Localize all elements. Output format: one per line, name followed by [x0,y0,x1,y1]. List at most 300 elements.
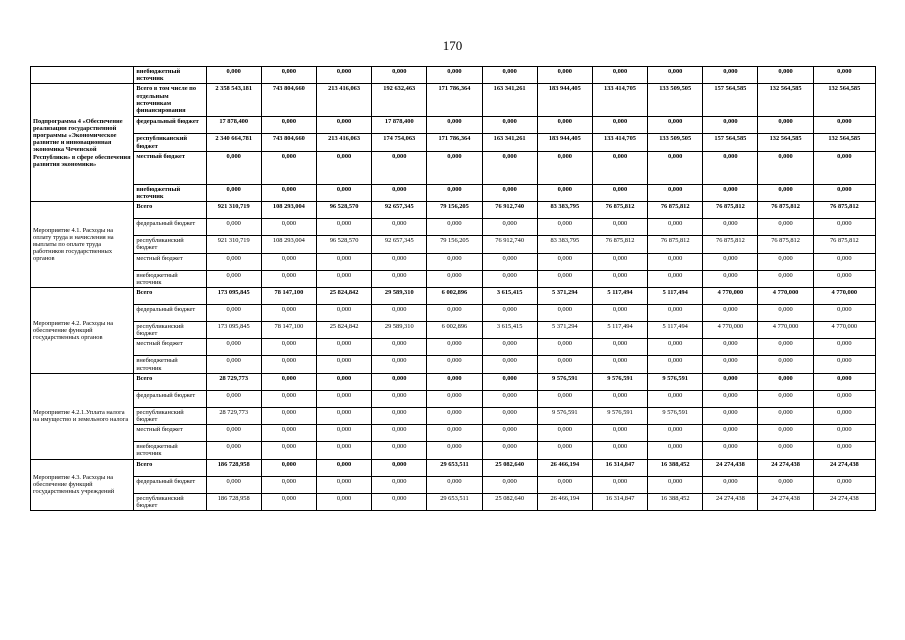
value-cell: 0,000 [427,67,482,84]
table-row [31,493,876,510]
table-row [31,253,876,270]
value-cell: 0,000 [316,442,371,459]
value-cell: 0,000 [537,339,592,356]
value-cell: 0,000 [427,253,482,270]
value-cell: 0,000 [537,151,592,184]
program-label-cell: Мероприятие 4.1. Расходы на оплату труда и начисления на выплаты по оплате труда работников государственных органов [31,202,134,288]
value-cell: 0,000 [427,407,482,424]
value-cell: 9 576,591 [592,373,647,390]
value-cell: 0,000 [648,305,703,322]
value-cell: 24 274,438 [758,493,813,510]
funding-source-cell: местный бюджет [134,339,206,356]
value-cell: 921 310,719 [206,236,261,253]
value-cell: 0,000 [703,476,758,493]
table-row [31,151,876,184]
value-cell: 5 371,294 [537,288,592,305]
value-cell: 0,000 [482,425,537,442]
value-cell: 0,000 [206,253,261,270]
value-cell: 0,000 [703,390,758,407]
value-cell: 0,000 [592,184,647,201]
value-cell: 163 341,261 [482,134,537,151]
value-cell: 0,000 [427,476,482,493]
value-cell: 4 770,000 [758,288,813,305]
value-cell: 76 912,740 [482,236,537,253]
value-cell: 0,000 [537,253,592,270]
value-cell: 0,000 [261,305,316,322]
value-cell: 0,000 [372,270,427,287]
value-cell: 0,000 [758,253,813,270]
value-cell: 0,000 [592,117,647,134]
table-row [31,356,876,373]
value-cell: 0,000 [592,151,647,184]
value-cell: 0,000 [648,356,703,373]
value-cell: 0,000 [372,373,427,390]
table-row [31,476,876,493]
value-cell: 0,000 [261,493,316,510]
value-cell: 0,000 [758,442,813,459]
value-cell: 0,000 [372,390,427,407]
value-cell: 0,000 [758,356,813,373]
value-cell: 171 786,364 [427,134,482,151]
funding-source-cell: Всего [134,202,206,219]
value-cell: 24 274,438 [813,459,875,476]
table-row [31,270,876,287]
value-cell: 29 589,310 [372,322,427,339]
program-label-cell: Мероприятие 4.2. Расходы на обеспечение функций государственных органов [31,288,134,374]
value-cell: 186 728,958 [206,493,261,510]
value-cell: 76 875,812 [703,202,758,219]
value-cell: 0,000 [758,339,813,356]
value-cell: 0,000 [758,219,813,236]
value-cell: 5 117,494 [592,322,647,339]
value-cell: 9 576,591 [592,407,647,424]
value-cell: 0,000 [758,425,813,442]
value-cell: 0,000 [758,67,813,84]
value-cell: 0,000 [592,390,647,407]
value-cell: 0,000 [206,270,261,287]
value-cell: 0,000 [592,442,647,459]
value-cell: 0,000 [316,356,371,373]
value-cell: 0,000 [261,442,316,459]
value-cell: 213 416,063 [316,134,371,151]
value-cell: 0,000 [482,442,537,459]
value-cell: 921 310,719 [206,202,261,219]
value-cell: 76 912,740 [482,202,537,219]
value-cell: 0,000 [703,339,758,356]
value-cell: 0,000 [316,390,371,407]
value-cell: 25 082,640 [482,459,537,476]
value-cell: 0,000 [206,476,261,493]
value-cell: 92 657,345 [372,202,427,219]
value-cell: 0,000 [316,425,371,442]
value-cell: 0,000 [813,425,875,442]
funding-source-cell: республиканский бюджет [134,322,206,339]
budget-table-body [31,67,876,511]
value-cell: 0,000 [427,219,482,236]
value-cell: 0,000 [703,151,758,184]
value-cell: 0,000 [703,270,758,287]
value-cell: 79 156,205 [427,236,482,253]
value-cell: 76 875,812 [592,202,647,219]
table-row [31,67,876,84]
value-cell: 0,000 [592,339,647,356]
value-cell: 0,000 [537,356,592,373]
funding-source-cell: федеральный бюджет [134,476,206,493]
funding-source-cell: федеральный бюджет [134,117,206,134]
value-cell: 0,000 [427,151,482,184]
funding-source-cell: внебюджетный источник [134,442,206,459]
value-cell: 0,000 [372,493,427,510]
value-cell: 4 770,000 [758,322,813,339]
value-cell: 0,000 [813,305,875,322]
value-cell: 76 875,812 [813,202,875,219]
value-cell: 0,000 [482,67,537,84]
table-row [31,202,876,219]
value-cell: 0,000 [261,67,316,84]
value-cell: 0,000 [427,184,482,201]
value-cell: 157 564,585 [703,84,758,117]
value-cell: 4 770,000 [703,288,758,305]
value-cell: 0,000 [813,67,875,84]
value-cell: 0,000 [316,339,371,356]
value-cell: 0,000 [592,67,647,84]
value-cell: 28 729,773 [206,373,261,390]
value-cell: 743 804,660 [261,84,316,117]
value-cell: 16 314,847 [592,459,647,476]
value-cell: 76 875,812 [813,236,875,253]
value-cell: 0,000 [813,117,875,134]
value-cell: 0,000 [813,253,875,270]
value-cell: 0,000 [813,151,875,184]
value-cell: 0,000 [813,407,875,424]
value-cell: 0,000 [648,339,703,356]
value-cell: 0,000 [758,373,813,390]
value-cell: 5 117,494 [592,288,647,305]
value-cell: 0,000 [703,253,758,270]
value-cell: 79 156,205 [427,202,482,219]
value-cell: 76 875,812 [758,202,813,219]
table-row [31,407,876,424]
value-cell: 26 466,194 [537,459,592,476]
program-label-cell: Мероприятие 4.2.1.Уплата налога на имущество и земельного налога [31,373,134,459]
table-row [31,425,876,442]
value-cell: 0,000 [261,459,316,476]
value-cell: 0,000 [316,476,371,493]
value-cell: 0,000 [427,442,482,459]
value-cell: 0,000 [537,305,592,322]
value-cell: 92 657,345 [372,236,427,253]
value-cell: 4 770,000 [813,288,875,305]
value-cell: 4 770,000 [703,322,758,339]
value-cell: 0,000 [316,407,371,424]
value-cell: 2 358 543,181 [206,84,261,117]
value-cell: 0,000 [206,356,261,373]
funding-source-cell: местный бюджет [134,253,206,270]
value-cell: 0,000 [703,442,758,459]
table-row [31,134,876,151]
value-cell: 0,000 [482,373,537,390]
value-cell: 16 388,452 [648,493,703,510]
value-cell: 76 875,812 [758,236,813,253]
value-cell: 0,000 [482,356,537,373]
value-cell: 0,000 [482,407,537,424]
value-cell: 0,000 [372,253,427,270]
value-cell: 0,000 [703,117,758,134]
value-cell: 0,000 [261,270,316,287]
value-cell: 6 002,896 [427,288,482,305]
program-label-cell [31,67,134,84]
value-cell: 743 804,660 [261,134,316,151]
value-cell: 0,000 [261,373,316,390]
value-cell: 0,000 [316,305,371,322]
value-cell: 0,000 [482,219,537,236]
value-cell: 24 274,438 [703,459,758,476]
value-cell: 0,000 [648,390,703,407]
value-cell: 108 293,004 [261,202,316,219]
value-cell: 25 824,842 [316,322,371,339]
value-cell: 0,000 [813,184,875,201]
value-cell: 213 416,063 [316,84,371,117]
funding-source-cell: Всего [134,288,206,305]
value-cell: 0,000 [206,425,261,442]
value-cell: 0,000 [537,219,592,236]
value-cell: 17 878,400 [372,117,427,134]
value-cell: 0,000 [648,442,703,459]
value-cell: 0,000 [316,493,371,510]
value-cell: 24 274,438 [703,493,758,510]
value-cell: 0,000 [537,270,592,287]
table-row [31,390,876,407]
value-cell: 0,000 [648,184,703,201]
value-cell: 76 875,812 [648,202,703,219]
value-cell: 9 576,591 [537,373,592,390]
value-cell: 0,000 [482,117,537,134]
value-cell: 0,000 [261,219,316,236]
table-row [31,288,876,305]
value-cell: 133 414,705 [592,84,647,117]
value-cell: 17 878,400 [206,117,261,134]
value-cell: 76 875,812 [703,236,758,253]
value-cell: 0,000 [372,67,427,84]
value-cell: 173 095,845 [206,288,261,305]
value-cell: 16 388,452 [648,459,703,476]
value-cell: 0,000 [372,425,427,442]
value-cell: 132 564,585 [758,84,813,117]
value-cell: 0,000 [482,476,537,493]
value-cell: 133 509,505 [648,134,703,151]
value-cell: 0,000 [482,253,537,270]
value-cell: 192 632,463 [372,84,427,117]
value-cell: 0,000 [648,270,703,287]
value-cell: 0,000 [206,442,261,459]
value-cell: 0,000 [758,305,813,322]
value-cell: 76 875,812 [592,236,647,253]
value-cell: 0,000 [316,117,371,134]
value-cell: 96 528,570 [316,236,371,253]
funding-source-cell: республиканский бюджет [134,134,206,151]
value-cell: 0,000 [703,67,758,84]
value-cell: 171 786,364 [427,84,482,117]
value-cell: 0,000 [206,339,261,356]
value-cell: 174 754,063 [372,134,427,151]
value-cell: 0,000 [703,219,758,236]
value-cell: 0,000 [482,270,537,287]
value-cell: 133 414,705 [592,134,647,151]
funding-source-cell: местный бюджет [134,425,206,442]
value-cell: 0,000 [427,117,482,134]
table-row [31,219,876,236]
value-cell: 0,000 [316,67,371,84]
value-cell: 0,000 [372,442,427,459]
value-cell: 0,000 [372,184,427,201]
value-cell: 0,000 [813,390,875,407]
value-cell: 3 615,415 [482,288,537,305]
funding-source-cell: местный бюджет [134,151,206,184]
value-cell: 0,000 [592,305,647,322]
value-cell: 0,000 [206,305,261,322]
value-cell: 0,000 [372,407,427,424]
value-cell: 0,000 [427,339,482,356]
value-cell: 78 147,100 [261,288,316,305]
funding-source-cell: федеральный бюджет [134,305,206,322]
value-cell: 0,000 [316,373,371,390]
value-cell: 0,000 [758,270,813,287]
value-cell: 16 314,847 [592,493,647,510]
value-cell: 83 383,795 [537,202,592,219]
value-cell: 0,000 [427,373,482,390]
value-cell: 0,000 [427,390,482,407]
value-cell: 0,000 [372,339,427,356]
table-row [31,305,876,322]
value-cell: 0,000 [482,151,537,184]
value-cell: 0,000 [372,305,427,322]
value-cell: 0,000 [261,425,316,442]
funding-source-cell: внебюджетный источник [134,184,206,201]
value-cell: 183 944,405 [537,84,592,117]
page-number: 170 [442,38,463,53]
value-cell: 0,000 [703,184,758,201]
funding-source-cell: республиканский бюджет [134,493,206,510]
value-cell: 0,000 [537,390,592,407]
value-cell: 0,000 [758,117,813,134]
value-cell: 0,000 [592,476,647,493]
value-cell: 5 117,494 [648,322,703,339]
value-cell: 0,000 [372,356,427,373]
value-cell: 0,000 [758,390,813,407]
funding-source-cell: внебюджетный источник [134,67,206,84]
value-cell: 26 466,194 [537,493,592,510]
value-cell: 0,000 [813,373,875,390]
value-cell: 163 341,261 [482,84,537,117]
value-cell: 0,000 [592,356,647,373]
value-cell: 0,000 [592,270,647,287]
value-cell: 0,000 [427,425,482,442]
value-cell: 0,000 [537,184,592,201]
value-cell: 132 564,585 [758,134,813,151]
value-cell: 9 576,591 [648,407,703,424]
value-cell: 0,000 [592,425,647,442]
table-row [31,117,876,134]
value-cell: 183 944,405 [537,134,592,151]
value-cell: 0,000 [703,425,758,442]
value-cell: 29 653,511 [427,493,482,510]
funding-source-cell: внебюджетный источник [134,270,206,287]
value-cell: 0,000 [592,253,647,270]
value-cell: 3 615,415 [482,322,537,339]
value-cell: 0,000 [206,390,261,407]
value-cell: 0,000 [537,476,592,493]
value-cell: 24 274,438 [813,493,875,510]
value-cell: 5 117,494 [648,288,703,305]
funding-source-cell: Всего в том числе по отдельным источникам финансирования [134,84,206,117]
value-cell: 0,000 [372,151,427,184]
value-cell: 0,000 [372,459,427,476]
value-cell: 186 728,958 [206,459,261,476]
value-cell: 2 340 664,781 [206,134,261,151]
value-cell: 0,000 [427,270,482,287]
value-cell: 5 371,294 [537,322,592,339]
table-row [31,442,876,459]
value-cell: 0,000 [427,305,482,322]
funding-source-cell: федеральный бюджет [134,390,206,407]
value-cell: 0,000 [758,151,813,184]
value-cell: 0,000 [592,219,647,236]
value-cell: 0,000 [482,390,537,407]
value-cell: 29 589,310 [372,288,427,305]
value-cell: 0,000 [316,253,371,270]
value-cell: 0,000 [648,151,703,184]
value-cell: 0,000 [261,253,316,270]
value-cell: 108 293,004 [261,236,316,253]
value-cell: 0,000 [648,117,703,134]
value-cell: 28 729,773 [206,407,261,424]
value-cell: 0,000 [813,442,875,459]
value-cell: 0,000 [261,184,316,201]
value-cell: 0,000 [206,219,261,236]
value-cell: 0,000 [372,476,427,493]
value-cell: 0,000 [703,407,758,424]
table-row [31,236,876,253]
value-cell: 83 383,795 [537,236,592,253]
value-cell: 0,000 [648,253,703,270]
funding-source-cell: внебюджетный источник [134,356,206,373]
value-cell: 132 564,585 [813,84,875,117]
value-cell: 78 147,100 [261,322,316,339]
value-cell: 133 509,505 [648,84,703,117]
program-label-cell: Мероприятие 4.3. Расходы на обеспечение функций государственных учреждений [31,459,134,510]
value-cell: 0,000 [372,219,427,236]
value-cell: 0,000 [316,459,371,476]
value-cell: 0,000 [648,476,703,493]
value-cell: 0,000 [758,476,813,493]
value-cell: 25 824,842 [316,288,371,305]
value-cell: 6 002,896 [427,322,482,339]
budget-table [30,66,876,511]
value-cell: 9 576,591 [537,407,592,424]
value-cell: 4 770,000 [813,322,875,339]
value-cell: 0,000 [648,219,703,236]
table-row [31,373,876,390]
value-cell: 132 564,585 [813,134,875,151]
value-cell: 0,000 [703,356,758,373]
value-cell: 25 082,640 [482,493,537,510]
value-cell: 0,000 [537,425,592,442]
value-cell: 173 095,845 [206,322,261,339]
value-cell: 0,000 [537,117,592,134]
value-cell: 0,000 [316,151,371,184]
value-cell: 0,000 [813,339,875,356]
value-cell: 0,000 [261,407,316,424]
